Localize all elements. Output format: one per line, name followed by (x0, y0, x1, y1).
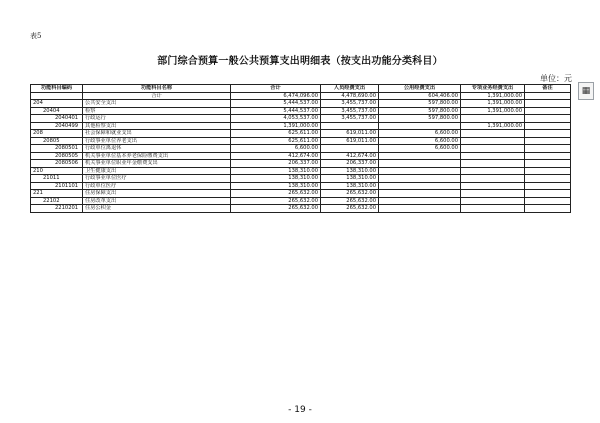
personnel-cell: 3,455,737.00 (321, 100, 379, 108)
note-cell (525, 107, 571, 115)
page-title: 部门综合预算一般公共预算支出明细表（按支出功能分类科目） (157, 56, 443, 67)
name-cell: 住房改革支出 (83, 197, 231, 205)
special-cell (461, 152, 525, 160)
name-cell: 行政单位医疗 (83, 182, 231, 190)
table-row (31, 107, 571, 115)
unit-label: 单位：元 (540, 74, 572, 83)
special-cell: 1,391,000.00 (461, 92, 525, 100)
table-row (31, 190, 571, 198)
public-cell (379, 122, 461, 130)
code-cell: 21011 (31, 175, 83, 183)
table-row (31, 175, 571, 183)
code-cell: 2080501 (31, 145, 83, 153)
name-cell: 合计 (83, 92, 231, 100)
special-cell (461, 130, 525, 138)
total-cell: 138,310.00 (231, 182, 321, 190)
public-cell: 597,800.00 (379, 107, 461, 115)
code-cell: 2080506 (31, 160, 83, 168)
total-cell: 265,632.00 (231, 190, 321, 198)
code-cell: 221 (31, 190, 83, 198)
total-cell: 4,053,537.00 (231, 115, 321, 123)
public-cell: 6,600.00 (379, 137, 461, 145)
page-number: - 19 - (288, 405, 312, 415)
code-cell: 2040401 (31, 115, 83, 123)
note-cell (525, 137, 571, 145)
special-cell (461, 190, 525, 198)
total-cell: 206,337.00 (231, 160, 321, 168)
table-tag: 表5 (30, 32, 42, 40)
note-cell (525, 160, 571, 168)
special-cell (461, 175, 525, 183)
personnel-cell: 265,632.00 (321, 190, 379, 198)
total-cell: 5,444,537.00 (231, 107, 321, 115)
public-cell: 597,800.00 (379, 115, 461, 123)
name-cell: 行政运行 (83, 115, 231, 123)
name-cell: 行政事业单位医疗 (83, 175, 231, 183)
personnel-cell: 138,310.00 (321, 175, 379, 183)
note-cell (525, 122, 571, 130)
name-cell: 检察 (83, 107, 231, 115)
total-cell: 6,474,096.00 (231, 92, 321, 100)
table-row (31, 137, 571, 145)
note-cell (525, 197, 571, 205)
expenditure-table (30, 84, 571, 213)
public-cell (379, 182, 461, 190)
code-cell: 2210201 (31, 205, 83, 213)
name-cell: 住房公积金 (83, 205, 231, 213)
special-cell (461, 205, 525, 213)
code-cell: 20805 (31, 137, 83, 145)
public-cell: 597,800.00 (379, 100, 461, 108)
special-cell (461, 197, 525, 205)
public-cell: 6,600.00 (379, 130, 461, 138)
code-cell: 2080505 (31, 152, 83, 160)
column-header: 合计 (231, 85, 321, 93)
name-cell: 住房保障支出 (83, 190, 231, 198)
note-cell (525, 182, 571, 190)
table-row (31, 197, 571, 205)
table-row (31, 122, 571, 130)
personnel-cell (321, 122, 379, 130)
name-cell: 机关事业单位基本养老保险缴费支出 (83, 152, 231, 160)
total-cell: 6,600.00 (231, 145, 321, 153)
code-cell: 2101101 (31, 182, 83, 190)
special-cell: 1,391,000.00 (461, 122, 525, 130)
note-cell (525, 167, 571, 175)
note-cell (525, 145, 571, 153)
personnel-cell: 4,478,690.00 (321, 92, 379, 100)
public-cell (379, 152, 461, 160)
table-row (31, 182, 571, 190)
table-grid-icon: ▦ (581, 86, 591, 96)
personnel-cell: 619,011.00 (321, 130, 379, 138)
personnel-cell: 138,310.00 (321, 167, 379, 175)
table-view-button[interactable] (578, 82, 594, 100)
code-cell: 20404 (31, 107, 83, 115)
special-cell: 1,391,000.00 (461, 107, 525, 115)
code-cell: 22102 (31, 197, 83, 205)
column-header: 公用经费支出 (379, 85, 461, 93)
personnel-cell: 138,310.00 (321, 182, 379, 190)
table-row (31, 160, 571, 168)
note-cell (525, 205, 571, 213)
table-row (31, 92, 571, 100)
note-cell (525, 152, 571, 160)
public-cell (379, 175, 461, 183)
total-cell: 625,611.00 (231, 137, 321, 145)
note-cell (525, 175, 571, 183)
name-cell: 社会保障和就业支出 (83, 130, 231, 138)
total-cell: 138,310.00 (231, 175, 321, 183)
note-cell (525, 130, 571, 138)
name-cell: 行政单位离退休 (83, 145, 231, 153)
special-cell: 1,391,000.00 (461, 100, 525, 108)
personnel-cell: 3,455,737.00 (321, 107, 379, 115)
special-cell (461, 145, 525, 153)
public-cell: 6,600.00 (379, 145, 461, 153)
column-header: 功能科目编码 (31, 85, 83, 93)
personnel-cell (321, 145, 379, 153)
public-cell (379, 160, 461, 168)
column-header: 专项业务经费支出 (461, 85, 525, 93)
name-cell: 公共安全支出 (83, 100, 231, 108)
total-cell: 625,611.00 (231, 130, 321, 138)
public-cell (379, 190, 461, 198)
personnel-cell: 265,632.00 (321, 205, 379, 213)
code-cell: 208 (31, 130, 83, 138)
total-cell: 265,632.00 (231, 197, 321, 205)
total-cell: 1,391,000.00 (231, 122, 321, 130)
note-cell (525, 92, 571, 100)
name-cell: 机关事业单位职业年金缴费支出 (83, 160, 231, 168)
code-cell: 2040499 (31, 122, 83, 130)
table-row (31, 115, 571, 123)
code-cell: 210 (31, 167, 83, 175)
name-cell: 卫生健康支出 (83, 167, 231, 175)
note-cell (525, 190, 571, 198)
special-cell (461, 160, 525, 168)
note-cell (525, 100, 571, 108)
public-cell (379, 167, 461, 175)
special-cell (461, 137, 525, 145)
total-cell: 265,632.00 (231, 205, 321, 213)
personnel-cell: 3,455,737.00 (321, 115, 379, 123)
total-cell: 138,310.00 (231, 167, 321, 175)
table-row (31, 167, 571, 175)
special-cell (461, 182, 525, 190)
public-cell: 604,406.00 (379, 92, 461, 100)
special-cell (461, 115, 525, 123)
personnel-cell: 265,632.00 (321, 197, 379, 205)
note-cell (525, 115, 571, 123)
personnel-cell: 206,337.00 (321, 160, 379, 168)
column-header: 功能科目名称 (83, 85, 231, 93)
column-header: 备注 (525, 85, 571, 93)
name-cell: 行政事业单位养老支出 (83, 137, 231, 145)
table-row (31, 130, 571, 138)
public-cell (379, 197, 461, 205)
column-header: 人员经费支出 (321, 85, 379, 93)
total-cell: 5,444,537.00 (231, 100, 321, 108)
code-cell (31, 92, 83, 100)
code-cell: 204 (31, 100, 83, 108)
special-cell (461, 167, 525, 175)
public-cell (379, 205, 461, 213)
table-header-row (31, 85, 571, 93)
table-row (31, 152, 571, 160)
personnel-cell: 412,674.00 (321, 152, 379, 160)
table-row (31, 205, 571, 213)
table-row (31, 100, 571, 108)
total-cell: 412,674.00 (231, 152, 321, 160)
table-row (31, 145, 571, 153)
name-cell: 其他检察支出 (83, 122, 231, 130)
personnel-cell: 619,011.00 (321, 137, 379, 145)
